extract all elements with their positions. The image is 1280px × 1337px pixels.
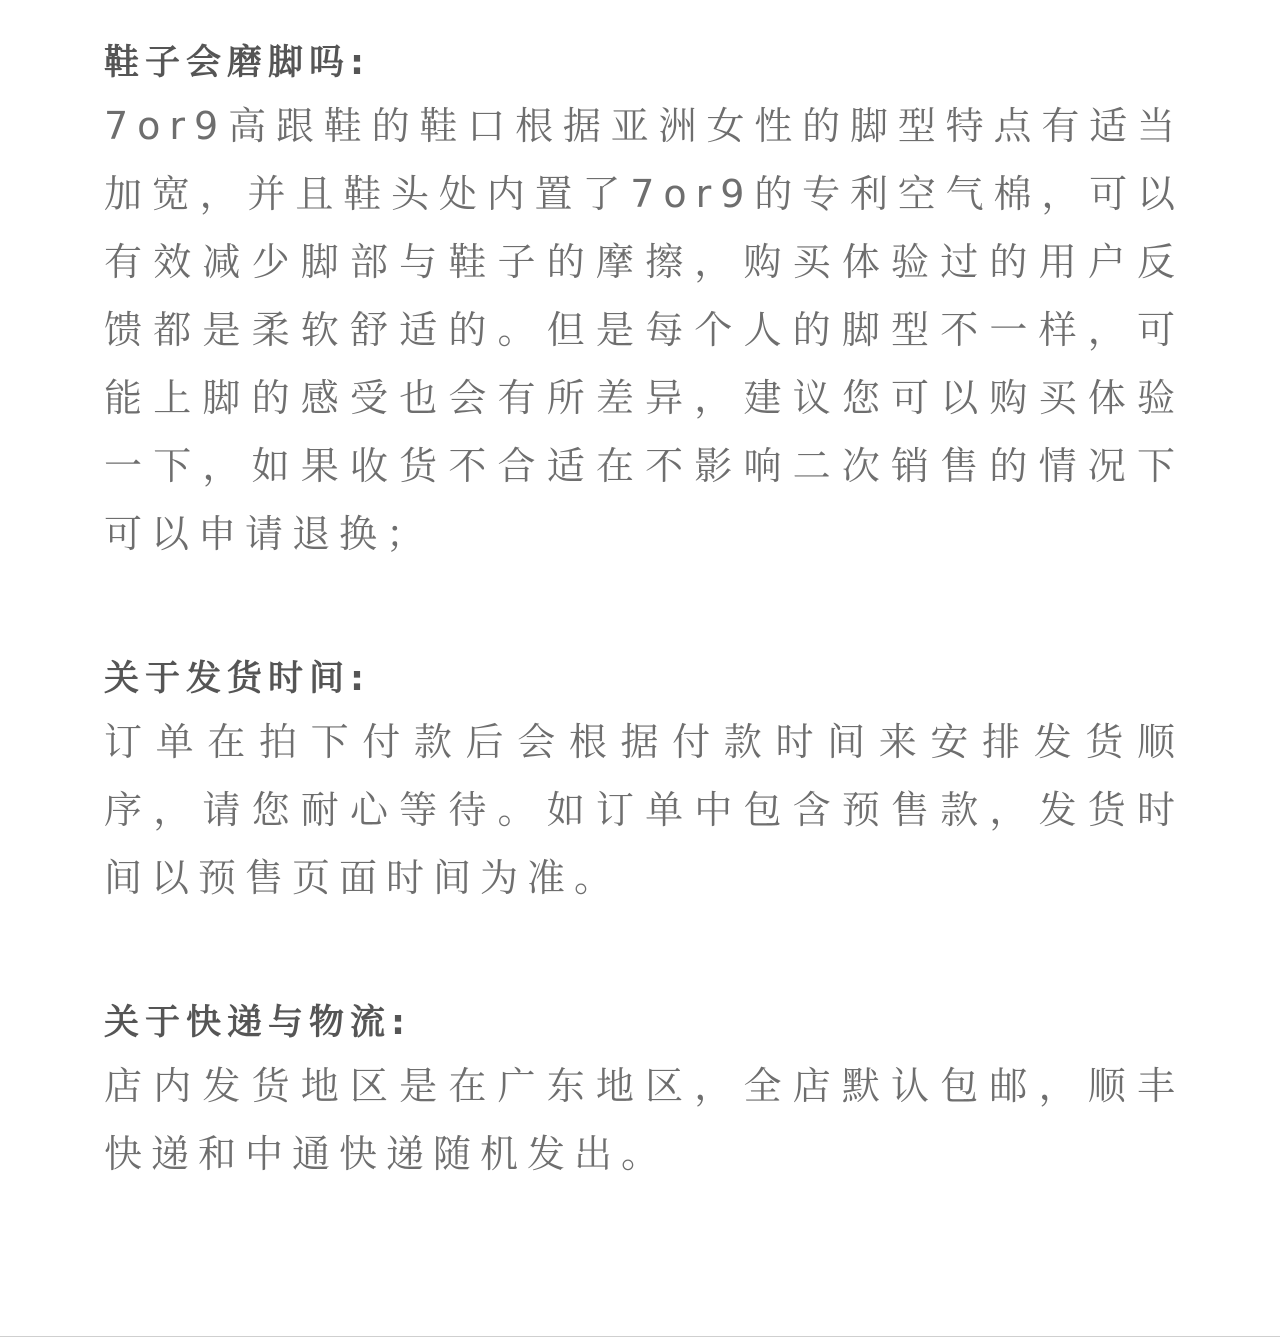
section-heading: 关于快递与物流: xyxy=(104,1003,411,1043)
section-body: 店内发货地区是在广东地区，全店默认包邮，顺丰快递和中通快递随机发出。 xyxy=(104,1064,1184,1176)
faq-section-shipping-time xyxy=(104,650,1184,912)
section-heading: 关于发货时间: xyxy=(104,659,370,699)
section-body: 7or9高跟鞋的鞋口根据亚洲女性的脚型特点有适当加宽，并且鞋头处内置了7or9的专利空气棉，可以有效减少脚部与鞋子的摩擦，购买体验过的用户反馈都是柔软舒适的。但是每个人的脚型不一样，可能上脚的感受也会有所差异，建议您可以购买体验一下，如果收货不合适在不影响二次销售的情况下可以申请退换； xyxy=(104,104,1184,556)
section-heading: 鞋子会磨脚吗: xyxy=(104,43,370,83)
section-body: 订单在拍下付款后会根据付款时间来安排发货顺序，请您耐心等待。如订单中包含预售款，发货时间以预售页面时间为准。 xyxy=(104,720,1184,900)
faq-content xyxy=(104,34,1184,1188)
faq-section-courier-logistics xyxy=(104,994,1184,1188)
faq-section-shoe-comfort xyxy=(104,34,1184,568)
